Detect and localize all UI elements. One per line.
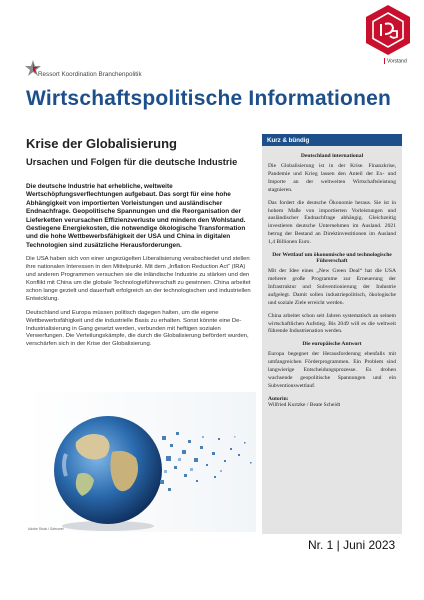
article-lead: Die deutsche Industrie hat erhebliche, weltweite Wertschöpfungsverflechtungen aufgebaut. Das sorgt für eine hohe Abhängigkeit von importierten Vorleistungen und ausländischer Endnachfrage. Geopolitische Spannungen und die Reorganisation der Lieferketten verursachen Effizienzverluste und mindern den Wohlstand. Gestiegene Energiekosten, die notwendige ökologische Transformation und die hohe Wettbewerbsfähigkeit der USA und China in digitalen Technologien sind zusätzliche Herausforderungen.	[26, 183, 246, 249]
globe-image	[26, 392, 256, 532]
image-credit: Adobe Stock / Sdecoret	[28, 527, 64, 531]
issue-number: Nr. 1 | Juni 2023	[308, 538, 396, 552]
page-title: Wirtschaftspolitische Informationen	[26, 87, 392, 110]
sidebar-paragraph: Die Globalisierung ist in der Krise. Finanzkrise, Pandemie und Krieg lassen den Anteil der Ex- und Importe an der weltweiten Wirtschaftsleistung stagnieren.	[268, 163, 396, 193]
sidebar-heading: Kurz & bündig	[262, 134, 402, 146]
sidebar-paragraph: Mit der Idee eines „New Green Deal“ hat die USA mehrere große Programme zur Erneuerung der Infrastruktur und Subventionierung der Industrie aufgelegt. Damit sollen industriepolitisch, ökologische und soziale Ziele erreicht werden.	[268, 268, 396, 306]
sidebar-body	[262, 146, 402, 409]
sidebar-paragraph: Europa begegnet der Herausforderung ebenfalls mit umfangreichen Förderprogrammen. Ein Problem sind langwierige Entscheidungsprozesse. Es drohen wachsende geopolitische Spannungen und ein Subventionswettlauf.	[268, 351, 396, 389]
sidebar-paragraph: Das fordert die deutsche Ökonomie heraus. Sie ist in hohem Maße von importierten Vorleistungen und ausländischer Endnachfrage abhängig. Gleichzeitig investieren deutsche Unternehmen im Ausland. 2021 betrug der Bestand an Direktinvestitionen im Ausland 1,4 Billionen Euro.	[268, 199, 396, 246]
vorstand-label	[384, 58, 407, 64]
authors-label: Autorin:	[268, 395, 289, 402]
main-article	[26, 136, 256, 349]
ig-metall-logo	[362, 4, 414, 56]
red-bar	[384, 58, 385, 64]
globe-illustration	[26, 392, 256, 532]
sidebar-subheading: Die europäische Antwort	[302, 341, 362, 348]
sidebar-subheading: Der Wettlauf um ökonomische und technologische Führerschaft	[272, 252, 392, 265]
authors-names: Wilfried Kurtzke / Beate Scheidt	[268, 401, 341, 408]
ressort-label: Ressort Koordination Branchenpolitik	[38, 71, 142, 78]
sidebar-subheading: Deutschland international	[300, 153, 364, 159]
article-headline: Krise der Globalisierung	[26, 136, 177, 151]
vorstand-text: Vorstand	[387, 58, 407, 65]
article-paragraph: Die USA haben sich von einer ungezügelten Liberalisierung verabschiedet und stellen ihre nationalen Interessen in den Mittelpunkt. Mit dem „Inflation Reduction Act“ (IRA) und anderen Programmen versuchen sie die inländische Industrie zu stärken und den Konflikt mit China um die globale Technologieführerschaft zu gewinnen. China arbeitet schon lange gezielt und dauerhaft erfolgreich an der technologischen und industriellen Entwicklung.	[26, 256, 251, 302]
sidebar-paragraph: China arbeitet schon seit Jahren systematisch an seinem wirtschaftlichen Aufstieg. Bis 2049 will es die weltweit führende Industrienation werden.	[268, 312, 396, 335]
article-paragraph: Deutschland und Europa müssen politisch dagegen halten, um die eigene Wettbewerbsfähigkeit und die industrielle Basis zu erhalten. Sonst könnte eine De-Industrialisierung in Gang gesetzt werden, verbunden mit heftigen sozialen Verwerfungen. Die Verteilungskämpfe, die durch die Globalisierung befördert wurden, verschärfen sich in der Krise der Globalisierung.	[26, 309, 249, 348]
article-subheadline: Ursachen und Folgen für die deutsche Industrie	[26, 157, 238, 167]
summary-sidebar	[262, 134, 402, 534]
